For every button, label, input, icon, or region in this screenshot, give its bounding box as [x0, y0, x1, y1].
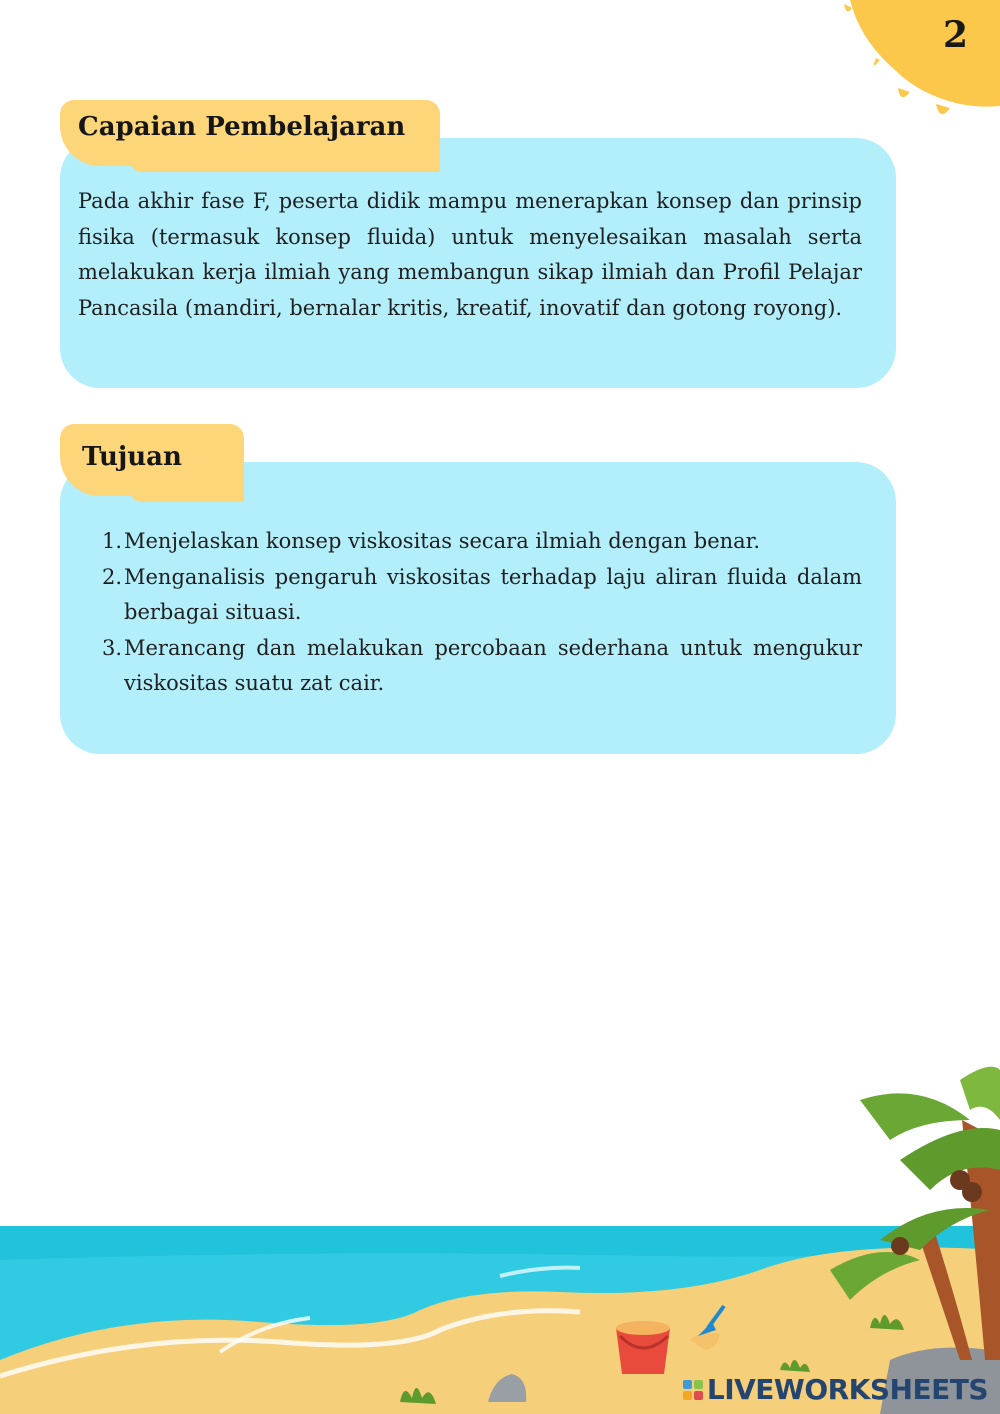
page-number: 2 — [942, 14, 968, 56]
list-item-text: Merancang dan melakukan percobaan sederhana untuk mengukur viskositas suatu zat cair. — [124, 635, 862, 695]
liveworksheets-logo — [683, 1373, 988, 1406]
list-item — [78, 524, 862, 560]
capaian-title: Capaian Pembelajaran — [60, 100, 440, 166]
list-item-text: Menganalisis pengaruh viskositas terhadap laju aliran fluida dalam berbagai situasi. — [124, 564, 862, 624]
list-item-number: 2. — [101, 564, 122, 589]
list-item-text: Menjelaskan konsep viskositas secara ilmiah dengan benar. — [124, 529, 761, 553]
sand-bucket-icon — [616, 1321, 670, 1374]
liveworksheets-logo-icon — [683, 1380, 703, 1400]
capaian-paragraph: Pada akhir fase F, peserta didik mampu menerapkan konsep dan prinsip fisika (termasuk konsep fluida) untuk menyelesaikan masalah serta melakukan kerja ilmiah yang membangun sikap ilmiah dan Profil Pelajar Pancasila (mandiri, bernalar kritis, kreatif, inovatif dan gotong royong). — [78, 189, 862, 320]
beach-scene-icon — [0, 1060, 1000, 1414]
list-item-number: 3. — [101, 635, 122, 660]
list-item-number: 1. — [101, 529, 122, 553]
sun-corner-icon — [840, 0, 1000, 130]
tujuan-title: Tujuan — [60, 424, 244, 496]
watermark-text: LIVEWORKSHEETS — [706, 1373, 988, 1406]
tujuan-list — [78, 524, 862, 702]
list-item — [78, 560, 862, 631]
list-item — [78, 631, 862, 702]
